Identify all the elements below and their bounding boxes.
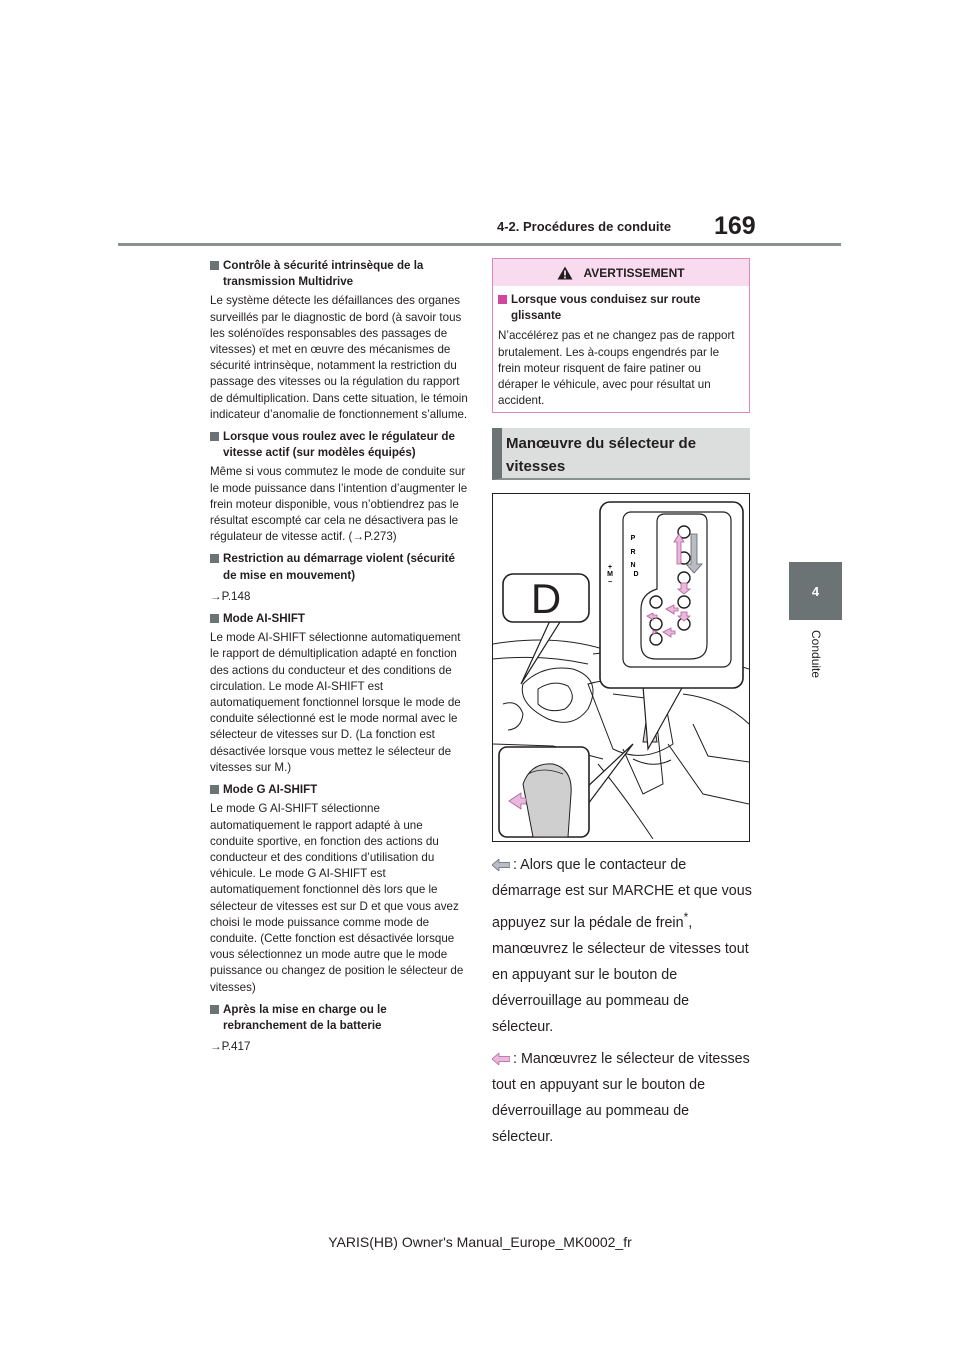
gate-position-dot — [650, 633, 662, 645]
pink-arrow-icon — [492, 1053, 510, 1065]
gate-label-m: M — [607, 571, 613, 578]
gate-label-d: D — [633, 571, 639, 578]
warning-heading: Lorsque vous conduisez sur route glissante — [498, 292, 744, 324]
section-body: Le système détecte les défaillances des organes surveillés par le diagnostic de bord (à savoir tous les solénoïdes responsables des passages de vitesses) et met en œuvre des mécanismes de sécurité intrinsèque, notamment la restriction du passage des vitesses ou la régulation du rapport de démultiplication. Dans cette situation, le témoin indicateur d’anomalie de fonctionnement s’allume. — [210, 294, 468, 421]
square-bullet-icon — [210, 785, 219, 794]
page-reference-link[interactable]: →P.417 — [210, 1040, 251, 1054]
page-number: 169 — [714, 212, 756, 240]
callout-letter: D — [530, 575, 562, 622]
gray-arrow-icon — [492, 859, 510, 871]
section-body: Le mode G AI-SHIFT sélectionne automatiquement le rapport adapté à une conduite sportive, en fonction des actions du conducteur et des conditions d’utilisation du véhicule. Le mode G AI-SHIFT est automatiquement fonctionnel dès lors que le sélecteur de vitesses est sur D et que vous avez choisi le mode puissance comme mode de conduite. (Cette fonction est désactivée lorsque vous sélectionnez un mode autre que le mode puissance ou changez de position le sélecteur de vitesses) — [210, 802, 464, 994]
page-reference-link[interactable]: →P.148 — [210, 589, 251, 603]
header-rule — [118, 243, 841, 246]
section-heading: Après la mise en charge ou le rebranchement de la batterie — [210, 1002, 468, 1034]
square-bullet-icon — [210, 261, 219, 270]
square-bullet-icon — [210, 1005, 219, 1014]
legend — [492, 852, 754, 1156]
gate-label-p: P — [630, 535, 636, 542]
section-heading: Contrôle à sécurité intrinsèque de la transmission Multidrive — [210, 258, 468, 290]
section-ai-shift — [210, 611, 468, 776]
legend-item-gray: : Alors que le contacteur de démarrage est sur MARCHE et que vous appuyez sur la pédale de frein*, manœuvrez le sélecteur de vitesses tout en appuyant sur le bouton de déverrouillage au pommeau de sélecteur. — [492, 857, 752, 1035]
chapter-tab[interactable]: 4 — [789, 562, 842, 620]
gate-label-n: N — [630, 562, 636, 569]
chapter-label: Conduite — [809, 630, 823, 679]
gate-position-dot — [678, 596, 690, 608]
section-heading: Mode AI-SHIFT — [210, 611, 468, 627]
section-body: Même si vous commutez le mode de conduite sur le mode puissance dans l’intention d’augmenter le frein moteur disponible, vous n’obtiendrez pas le résultat escompté car cela ne désactivera pas le régulateur de vitesse actif. (→P.273) — [210, 465, 468, 544]
left-column — [210, 258, 468, 1061]
gate-label-plus: + — [607, 564, 613, 571]
section-failsafe — [210, 258, 468, 423]
warning-content — [493, 286, 749, 409]
warning-body: N’accélérez pas et ne changez pas de rapport brutalement. Les à-coups engendrés par le frein moteur risquent de faire patiner ou déraper le véhicule, avec pour résultat un accident. — [498, 329, 735, 408]
footer-manual-id: YARIS(HB) Owner's Manual_Europe_MK0002_fr — [328, 1234, 632, 1250]
square-bullet-icon — [210, 432, 219, 441]
warning-box — [492, 258, 750, 413]
section-cruise-control — [210, 429, 468, 545]
gate-pointer — [643, 686, 683, 749]
footnote-marker: * — [683, 910, 689, 924]
warning-title: AVERTISSEMENT — [583, 265, 685, 280]
square-bullet-icon — [210, 554, 219, 563]
gate-position-dot — [650, 596, 662, 608]
section-heading: Restriction au démarrage violent (sécurité de mise en mouvement) — [210, 551, 468, 583]
section-battery — [210, 1002, 468, 1056]
section-title: Manœuvre du sélecteur de vitesses — [492, 428, 750, 480]
header-section-title: 4-2. Procédures de conduite — [497, 219, 672, 234]
gate-label-r: R — [630, 549, 636, 556]
warning-header — [493, 259, 749, 286]
section-heading: Mode G AI-SHIFT — [210, 782, 468, 798]
square-bullet-icon — [210, 614, 219, 623]
legend-item-pink: : Manœuvrez le sélecteur de vitesses tout en appuyant sur le bouton de déverrouillage au pommeau de sélecteur. — [492, 1050, 750, 1145]
section-g-ai-shift — [210, 782, 468, 996]
gate-position-dot — [650, 618, 662, 630]
shift-lever-illustration — [492, 493, 750, 842]
section-body: Le mode AI-SHIFT sélectionne automatiquement le rapport de démultiplication adapté en fonction des actions du conducteur et des conditions de circulation. Le mode AI-SHIFT est automatiquement fonctionnel lorsque le mode de conduite sélectionné est le mode normal avec le sélecteur de vitesses sur D. (La fonction est désactivée lorsque vous mettez le sélecteur de vitesses sur M.) — [210, 631, 461, 774]
square-bullet-icon — [498, 295, 507, 304]
gate-position-dot — [678, 572, 690, 584]
callout-pointer — [521, 614, 565, 684]
warning-triangle-icon — [557, 266, 573, 280]
gate-label-minus: − — [607, 579, 613, 586]
section-start-restriction — [210, 551, 468, 605]
shift-lever-drawing — [493, 494, 749, 841]
section-heading: Lorsque vous roulez avec le régulateur de vitesse actif (sur modèles équipés) — [210, 429, 468, 461]
